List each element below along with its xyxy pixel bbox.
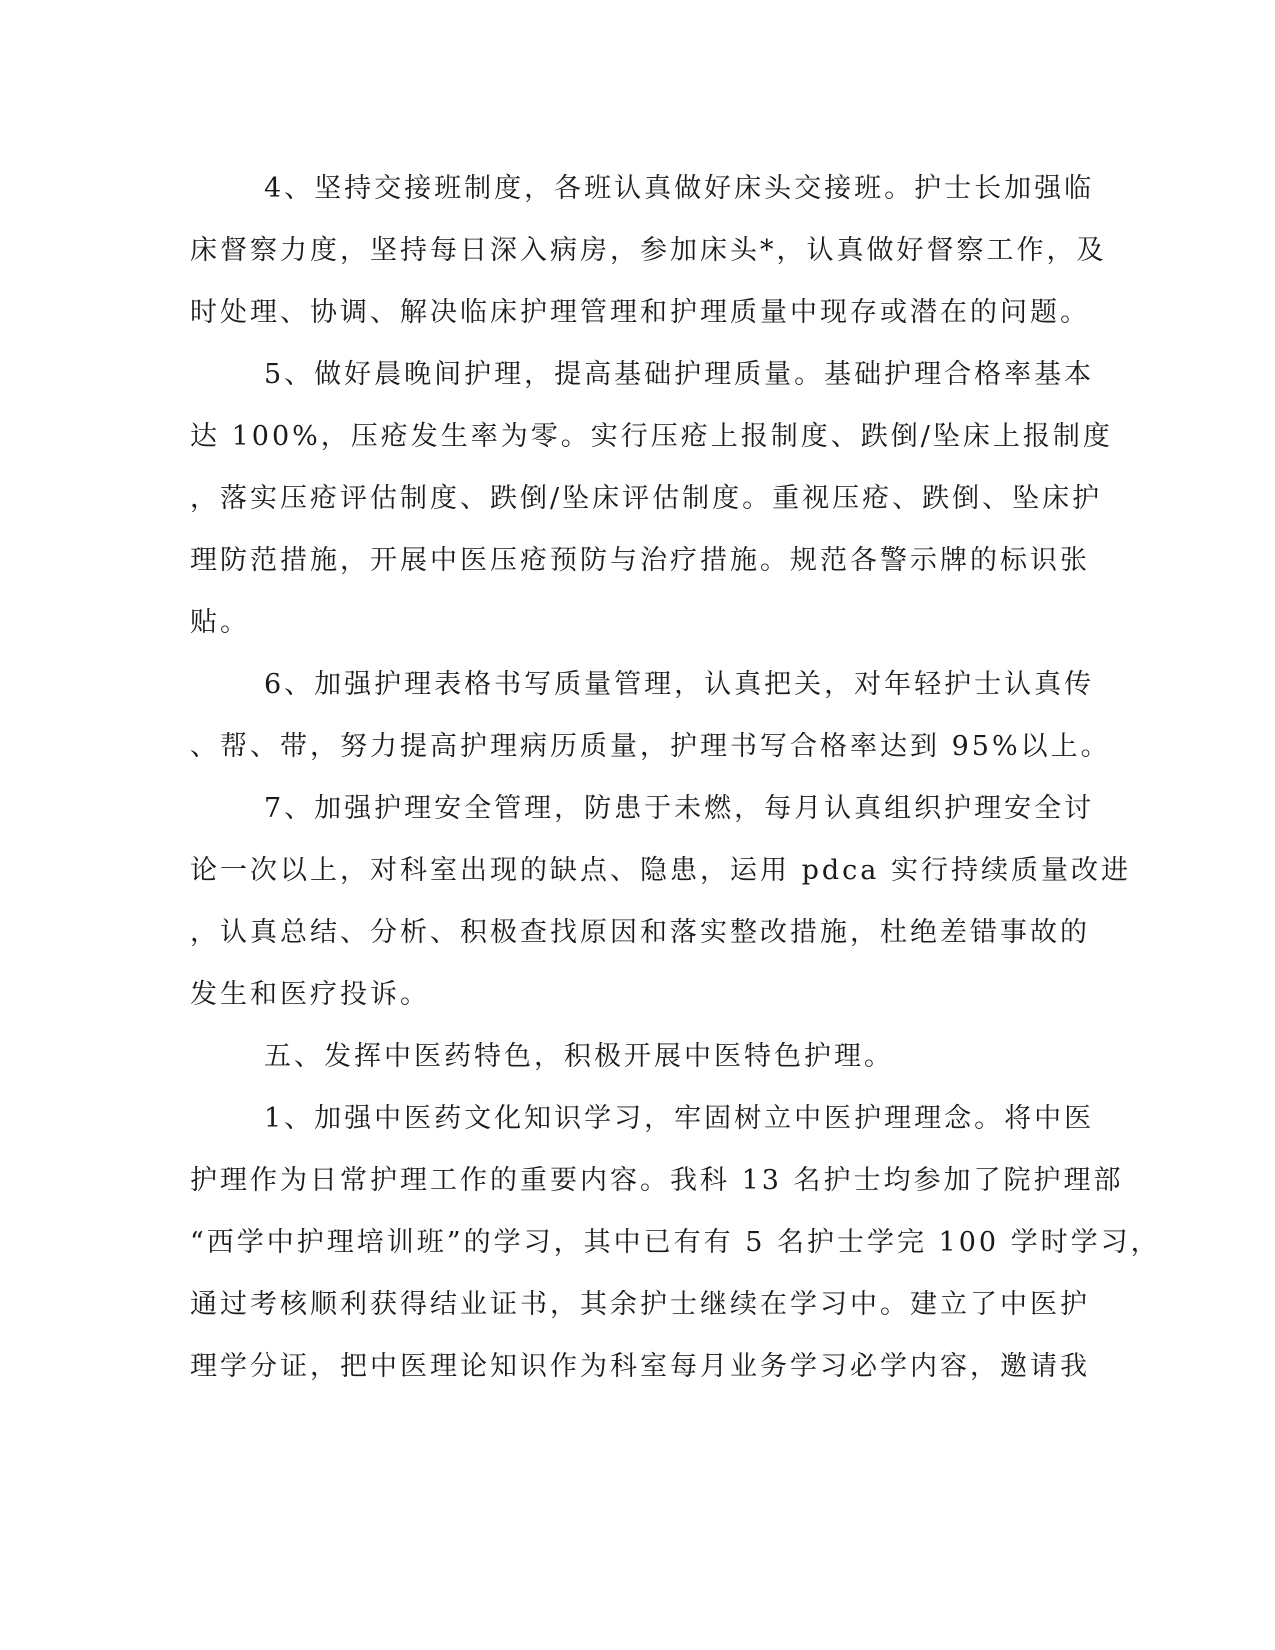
text-line: 、帮、带，努力提高护理病历质量，护理书写合格率达到 95%以上。 — [190, 731, 1111, 762]
section-heading-text: 五、发挥中医药特色，积极开展中医特色护理。 — [264, 1041, 894, 1072]
text-line: 床督察力度，坚持每日深入病房，参加床头*，认真做好督察工作，及 — [190, 235, 1107, 266]
text-line: ，落实压疮评估制度、跌倒/坠床评估制度。重视压疮、跌倒、坠床护 — [190, 483, 1103, 514]
text-line: 理防范措施，开展中医压疮预防与治疗措施。规范各警示牌的标识张 — [190, 545, 1090, 576]
text-line: 5、做好晨晚间护理，提高基础护理质量。基础护理合格率基本 — [264, 359, 1095, 390]
text-line: 7、加强护理安全管理，防患于未燃，每月认真组织护理安全讨 — [264, 793, 1095, 824]
text-line: 6、加强护理表格书写质量管理，认真把关，对年轻护士认真传 — [264, 669, 1095, 700]
text-line: 4、坚持交接班制度，各班认真做好床头交接班。护士长加强临 — [264, 173, 1095, 204]
text-line: 1、加强中医药文化知识学习，牢固树立中医护理理念。将中医 — [264, 1103, 1095, 1134]
text-line: 通过考核顺利获得结业证书，其余护士继续在学习中。建立了中医护 — [190, 1289, 1090, 1320]
paragraph-item-6 — [190, 654, 1111, 778]
text-line: 论一次以上，对科室出现的缺点、隐患，运用 pdca 实行持续质量改进 — [190, 855, 1131, 886]
paragraph-item-5-1 — [190, 1088, 1161, 1398]
text-line: ，认真总结、分析、积极查找原因和落实整改措施，杜绝差错事故的 — [190, 917, 1090, 948]
section-heading-5 — [190, 1026, 1080, 1088]
text-line: “西学中护理培训班”的学习，其中已有有 5 名护士学完 100 学时学习， — [190, 1227, 1161, 1258]
document-body — [190, 158, 1161, 1398]
paragraph-item-5 — [190, 344, 1113, 654]
text-line: 达 100%，压疮发生率为零。实行压疮上报制度、跌倒/坠床上报制度 — [190, 421, 1113, 452]
text-line: 贴。 — [190, 607, 250, 638]
text-line: 时处理、协调、解决临床护理管理和护理质量中现存或潜在的问题。 — [190, 297, 1090, 328]
text-line: 护理作为日常护理工作的重要内容。我科 13 名护士均参加了院护理部 — [190, 1165, 1124, 1196]
paragraph-item-7 — [190, 778, 1131, 1026]
text-line: 理学分证，把中医理论知识作为科室每月业务学习必学内容，邀请我 — [190, 1351, 1090, 1382]
paragraph-item-4 — [190, 158, 1107, 344]
text-line: 发生和医疗投诉。 — [190, 979, 430, 1010]
